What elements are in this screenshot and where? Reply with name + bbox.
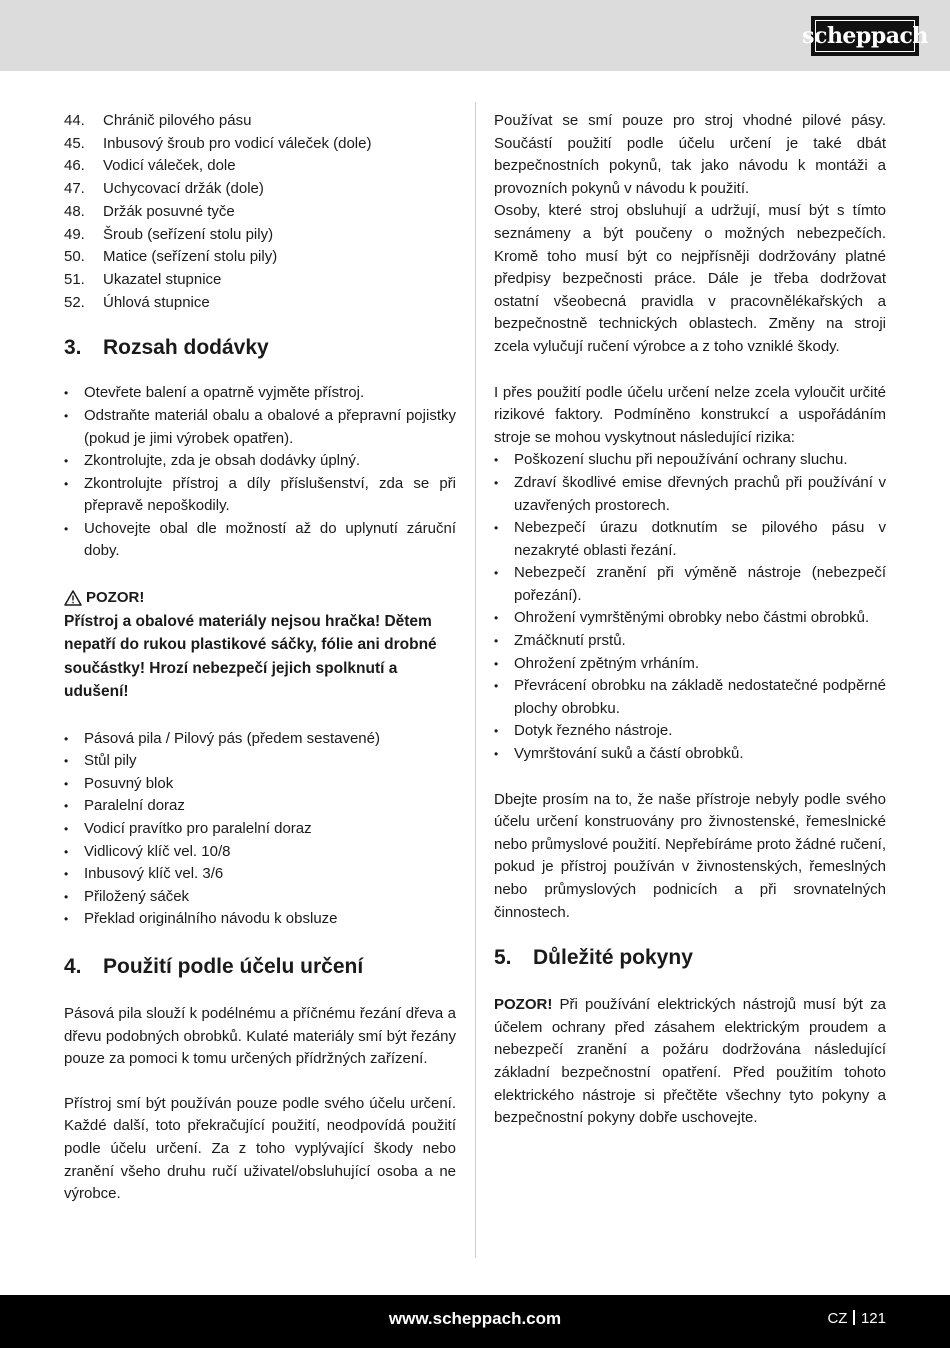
page-number-value: 121 <box>860 1310 886 1327</box>
list-item: 44. Chránič pilového pásu <box>64 112 252 129</box>
parts-list <box>64 110 456 314</box>
list-item: • Vidlicový klíč vel. 10/8 <box>64 841 456 864</box>
list-item: • Ohrožení vymrštěnými obrobky nebo částmi obrobků. <box>494 607 886 630</box>
list-item: • Poškození sluchu při nepoužívání ochrany sluchu. <box>494 449 886 472</box>
list-item: 46. Vodicí váleček, dole <box>64 157 236 175</box>
contents-bullets <box>64 728 456 931</box>
list-item: • Paralelní doraz <box>64 795 456 818</box>
list-item: • Pásová pila / Pilový pás (předem sestavené) <box>64 728 456 751</box>
unpacking-bullets <box>64 382 456 563</box>
list-item: • Vodicí pravítko pro paralelní doraz <box>64 818 456 841</box>
list-item: 47. Uchycovací držák (dole) <box>64 180 264 198</box>
column-divider <box>475 102 476 1258</box>
list-item: • Inbusový klíč vel. 3/6 <box>64 863 456 886</box>
list-item: 50. Matice (seřízení stolu pily) <box>64 248 278 266</box>
list-item: 49. Šroub (seřízení stolu pily) <box>64 225 274 243</box>
right-column <box>494 110 886 1130</box>
list-item: • Vymrštování suků a částí obrobků. <box>494 743 886 766</box>
list-item: • Zdraví škodlivé emise dřevných prachů při používání v uzavřených prostorech. <box>494 472 886 517</box>
list-item: • Přiložený sáček <box>64 886 456 909</box>
section-4-paragraph: Pásová pila slouží k podélnému a příčnému řezání dřeva a dřevu podobných obrobků. Kulaté materiály smí být řezány pouze za pomoci k tomu určených přídržných zařízení. <box>64 1005 456 1068</box>
brand-logo: scheppach <box>811 16 919 56</box>
list-item: • Posuvný blok <box>64 773 456 796</box>
risk-bullets <box>494 449 886 765</box>
section-4-paragraph: Dbejte prosím na to, že naše přístroje nebyly podle svého účelu určení konstruovány pro živnostenské, řemeslnické nebo průmyslové použití. Nepřebíráme proto žádné ručení, pokud je přístroj používán v živnostenských, řemeslných nebo průmyslových podnicích a při srovnatelných činnostech. <box>494 790 886 921</box>
list-item: • Nebezpečí zranění při výměně nástroje (nebezpečí pořezání). <box>494 562 886 607</box>
list-item: 52. Úhlová stupnice <box>64 293 210 311</box>
section-3-heading: 3. Rozsah dodávky <box>64 336 269 360</box>
list-item: 48. Držák posuvné tyče <box>64 202 235 220</box>
footer <box>0 1295 950 1348</box>
left-column <box>64 110 456 1206</box>
language-code: CZ <box>827 1310 848 1327</box>
list-item: • Odstraňte materiál obalu a obalové a přepravní pojistky (pokud je jimi výrobek opatřen). <box>64 405 456 450</box>
section-4-paragraph: Přístroj smí být používán pouze podle svého účelu určení. Každé další, toto překračující použití, neodpovídá použití podle účelu určení. Za z toho vyplývající škody nebo zranění všeho druhu ručí uživatel/obsluhující osoba a ne výrobce. <box>64 1094 456 1203</box>
list-item: • Otevřete balení a opatrně vyjměte přístroj. <box>64 382 456 405</box>
list-item: • Dotyk řezného nástroje. <box>494 720 886 743</box>
list-item: 51. Ukazatel stupnice <box>64 270 222 288</box>
section-4-heading: 4. Použití podle účelu určení <box>64 955 364 979</box>
section-4-paragraph: Používat se smí pouze pro stroj vhodné pilové pásy. Součástí použití podle účelu určení je také dbát bezpečnostních pokynů, tak jako návodu k montáži a provozních pokynů v návodu k použití. <box>494 112 886 197</box>
list-item: • Zmáčknutí prstů. <box>494 630 886 653</box>
caution-text: Při používání elektrických nástrojů musí být za účelem ochrany před zásahem elektrickým proudem a nebezpečí zranění a požáru dodržována následující základní bezpečnostní opatření. Před použitím tohoto elektrického nástroje si přečtěte všechny tyto pokyny a bezpečnostní pokyny dobře uschovejte. <box>494 996 886 1127</box>
page-number <box>827 1310 886 1327</box>
section-4-paragraph: Osoby, které stroj obsluhují a udržují, musí být s tímto seznámeny a být poučeny o možných nebezpečích. Kromě toho musí být co nejpřísněji dodržovány platné předpisy bezpečnosti práce. Dále je třeba dodržovat ostatní všeobecná pravidla v pracovnělékařských a bezpečnostně technických oblastech. Změny na stroji zcela vylučují ručení výrobce a z toho vzniklé škody. <box>494 202 886 355</box>
list-item: • Zkontrolujte, zda je obsah dodávky úplný. <box>64 450 456 473</box>
list-item: • Převrácení obrobku na základě nedostatečné podpěrné plochy obrobku. <box>494 675 886 720</box>
caution-label: POZOR! <box>494 996 553 1014</box>
section-4-paragraph: I přes použití podle účelu určení nelze zcela vyloučit určité rizikové faktory. Podmíněno konstrukcí a uspořádáním stroje se mohou vyskytnout následující rizika: <box>494 383 886 446</box>
list-item: • Nebezpečí úrazu dotknutím se pilového pásu v nezakryté oblasti řezání. <box>494 517 886 562</box>
section-5-paragraph <box>494 994 886 1130</box>
warning-text: Přístroj a obalové materiály nejsou hračka! Dětem nepatří do rukou plastikové sáčky, fólie ani drobné součástky! Hrozí nebezpečí jejich spolknutí a udušení! <box>64 612 437 701</box>
warning-triangle-icon <box>64 590 82 606</box>
list-item: • Zkontrolujte přístroj a díly příslušenství, zda se při přepravě nepoškodily. <box>64 473 456 518</box>
section-5-heading: 5. Důležité pokyny <box>494 946 693 970</box>
list-item: 45. Inbusový šroub pro vodicí váleček (dole) <box>64 134 372 152</box>
list-item: • Stůl pily <box>64 750 456 773</box>
warning-title: POZOR! <box>64 587 456 610</box>
footer-website-link[interactable]: www.scheppach.com <box>388 1309 562 1328</box>
list-item: • Uchovejte obal dle možností až do uplynutí záruční doby. <box>64 518 456 563</box>
list-item: • Ohrožení zpětným vrháním. <box>494 653 886 676</box>
list-item: • Překlad originálního návodu k obsluze <box>64 908 456 931</box>
separator <box>853 1310 855 1325</box>
